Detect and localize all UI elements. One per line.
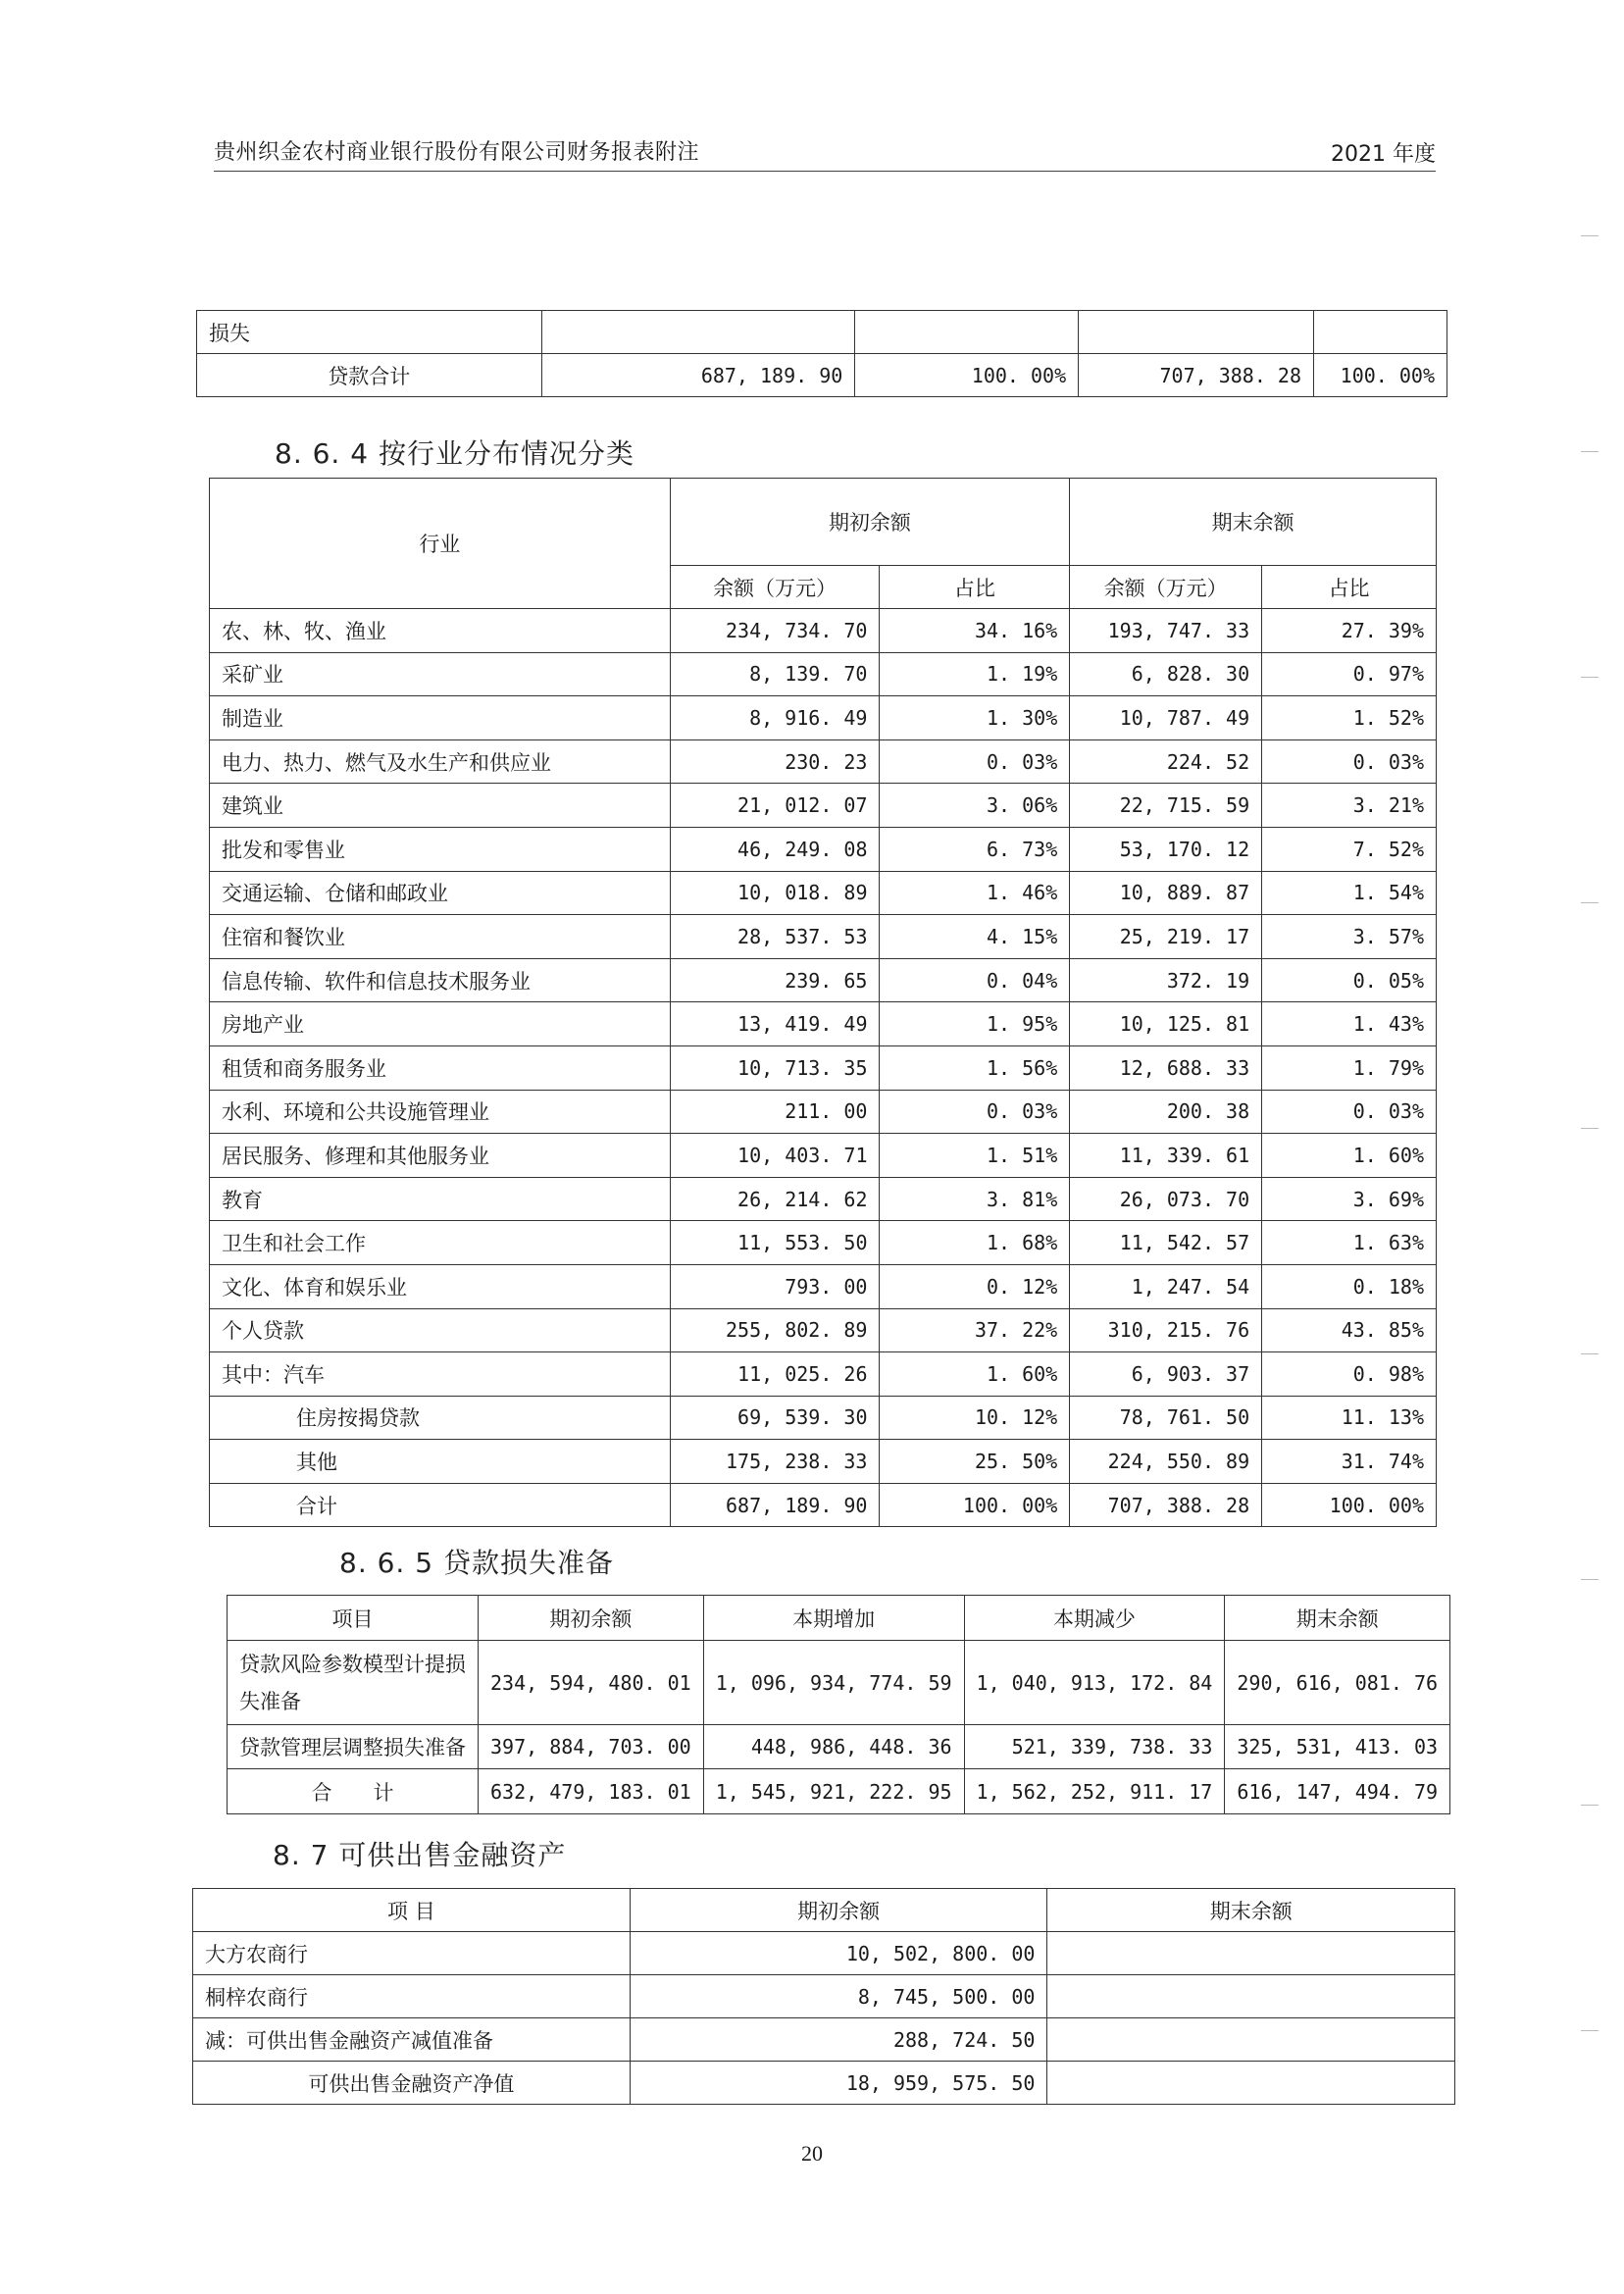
table-row xyxy=(210,958,1437,1002)
cell: 707, 388. 28 xyxy=(1079,354,1314,397)
industry-name: 交通运输、仓储和邮政业 xyxy=(210,871,671,915)
cell: 100. 00% xyxy=(855,354,1079,397)
begin-amount: 69, 539. 30 xyxy=(670,1396,880,1440)
end-amount: 372. 19 xyxy=(1070,958,1262,1002)
industry-name: 住宿和餐饮业 xyxy=(210,915,671,959)
end-ratio: 0. 03% xyxy=(1262,739,1437,784)
begin-ratio: 34. 16% xyxy=(880,609,1070,653)
table-row xyxy=(197,354,1447,397)
header-end-balance: 期末余额 xyxy=(1225,1596,1450,1641)
cell xyxy=(1079,311,1314,354)
header-begin-balance: 期初余额 xyxy=(630,1889,1047,1932)
begin-amount: 46, 249. 08 xyxy=(670,827,880,871)
table-row xyxy=(210,739,1437,784)
table-header-row xyxy=(193,1889,1455,1932)
begin-amount: 8, 916. 49 xyxy=(670,696,880,740)
cell: 448, 986, 448. 36 xyxy=(703,1725,964,1769)
industry-name: 批发和零售业 xyxy=(210,827,671,871)
end-ratio: 3. 57% xyxy=(1262,915,1437,959)
report-year: 2021 年度 xyxy=(1331,142,1436,167)
header-increase: 本期增加 xyxy=(703,1596,964,1641)
begin-amount: 793. 00 xyxy=(670,1264,880,1308)
end-ratio: 1. 60% xyxy=(1262,1134,1437,1178)
industry-name: 合计 xyxy=(210,1483,671,1527)
end-ratio: 0. 18% xyxy=(1262,1264,1437,1308)
row-label: 贷款风险参数模型计提损失准备 xyxy=(228,1641,479,1725)
header-end-balance: 期末余额 xyxy=(1047,1889,1455,1932)
industry-distribution-table xyxy=(209,478,1437,1527)
begin-amount: 230. 23 xyxy=(670,739,880,784)
row-label: 可供出售金融资产净值 xyxy=(193,2062,631,2105)
table-row xyxy=(210,1221,1437,1265)
table-row xyxy=(210,1352,1437,1397)
begin-ratio: 4. 15% xyxy=(880,915,1070,959)
begin-ratio: 6. 73% xyxy=(880,827,1070,871)
cell: 290, 616, 081. 76 xyxy=(1225,1641,1450,1725)
begin-amount: 8, 139. 70 xyxy=(670,652,880,696)
loan-loss-provision-table xyxy=(227,1595,1450,1814)
header-amount: 余额（万元） xyxy=(670,566,880,609)
cell xyxy=(1314,311,1447,354)
table-row xyxy=(210,1440,1437,1484)
table-row xyxy=(193,2062,1455,2105)
begin-ratio: 10. 12% xyxy=(880,1396,1070,1440)
table-row xyxy=(210,652,1437,696)
end-amount: 10, 125. 81 xyxy=(1070,1002,1262,1046)
header-decrease: 本期减少 xyxy=(964,1596,1225,1641)
page-number: 20 xyxy=(801,2141,823,2166)
industry-name: 水利、环境和公共设施管理业 xyxy=(210,1090,671,1134)
begin-amount: 28, 537. 53 xyxy=(670,915,880,959)
industry-name: 建筑业 xyxy=(210,784,671,828)
header-industry: 行业 xyxy=(210,479,671,609)
table-row xyxy=(210,1134,1437,1178)
header-begin-balance: 期初余额 xyxy=(670,479,1070,566)
industry-name: 卫生和社会工作 xyxy=(210,1221,671,1265)
end-ratio: 27. 39% xyxy=(1262,609,1437,653)
industry-name: 房地产业 xyxy=(210,1002,671,1046)
begin-ratio: 0. 03% xyxy=(880,739,1070,784)
cell: 616, 147, 494. 79 xyxy=(1225,1769,1450,1814)
begin-amount: 10, 403. 71 xyxy=(670,1134,880,1178)
begin-amount: 11, 553. 50 xyxy=(670,1221,880,1265)
end-amount: 12, 688. 33 xyxy=(1070,1045,1262,1090)
header-ratio: 占比 xyxy=(880,566,1070,609)
end-ratio: 11. 13% xyxy=(1262,1396,1437,1440)
begin-ratio: 0. 03% xyxy=(880,1090,1070,1134)
table-row xyxy=(228,1725,1450,1769)
industry-name: 信息传输、软件和信息技术服务业 xyxy=(210,958,671,1002)
section-title-87: 8. 7 可供出售金融资产 xyxy=(273,1839,567,1871)
industry-name: 其中：汽车 xyxy=(210,1352,671,1397)
begin-ratio: 100. 00% xyxy=(880,1483,1070,1527)
table-row xyxy=(210,1090,1437,1134)
end-amount: 11, 542. 57 xyxy=(1070,1221,1262,1265)
end-ratio: 1. 79% xyxy=(1262,1045,1437,1090)
table-row xyxy=(210,1483,1437,1527)
section-title-864: 8. 6. 4 按行业分布情况分类 xyxy=(275,437,634,470)
industry-name: 教育 xyxy=(210,1177,671,1221)
row-label: 损失 xyxy=(197,311,542,354)
cell: 100. 00% xyxy=(1314,354,1447,397)
industry-name: 租赁和商务服务业 xyxy=(210,1045,671,1090)
industry-name: 采矿业 xyxy=(210,652,671,696)
row-label: 合 计 xyxy=(228,1769,479,1814)
table-row xyxy=(228,1769,1450,1814)
end-amount: 193, 747. 33 xyxy=(1070,609,1262,653)
begin-amount: 10, 018. 89 xyxy=(670,871,880,915)
end-ratio: 0. 97% xyxy=(1262,652,1437,696)
row-label: 贷款管理层调整损失准备 xyxy=(228,1725,479,1769)
end-ratio: 1. 43% xyxy=(1262,1002,1437,1046)
end-amount: 53, 170. 12 xyxy=(1070,827,1262,871)
begin-amount: 234, 734. 70 xyxy=(670,609,880,653)
begin-amount: 11, 025. 26 xyxy=(670,1352,880,1397)
end-ratio: 1. 54% xyxy=(1262,871,1437,915)
begin-ratio: 1. 51% xyxy=(880,1134,1070,1178)
end-amount: 6, 903. 37 xyxy=(1070,1352,1262,1397)
begin-ratio: 1. 68% xyxy=(880,1221,1070,1265)
table-row xyxy=(210,1177,1437,1221)
table-row xyxy=(193,2018,1455,2062)
end-amount: 224. 52 xyxy=(1070,739,1262,784)
header-item: 项目 xyxy=(228,1596,479,1641)
begin-ratio: 37. 22% xyxy=(880,1308,1070,1352)
table-row xyxy=(193,1932,1455,1975)
end-amount: 78, 761. 50 xyxy=(1070,1396,1262,1440)
cell: 1, 040, 913, 172. 84 xyxy=(964,1641,1225,1725)
end-ratio: 1. 63% xyxy=(1262,1221,1437,1265)
cell: 18, 959, 575. 50 xyxy=(630,2062,1047,2105)
table-row xyxy=(210,1045,1437,1090)
begin-amount: 21, 012. 07 xyxy=(670,784,880,828)
end-amount: 310, 215. 76 xyxy=(1070,1308,1262,1352)
header-begin-balance: 期初余额 xyxy=(479,1596,704,1641)
end-ratio: 100. 00% xyxy=(1262,1483,1437,1527)
row-label: 桐梓农商行 xyxy=(193,1975,631,2018)
end-amount: 10, 889. 87 xyxy=(1070,871,1262,915)
row-label: 减：可供出售金融资产减值准备 xyxy=(193,2018,631,2062)
cell xyxy=(1047,1975,1455,2018)
cell: 687, 189. 90 xyxy=(541,354,855,397)
begin-amount: 239. 65 xyxy=(670,958,880,1002)
end-amount: 200. 38 xyxy=(1070,1090,1262,1134)
begin-amount: 687, 189. 90 xyxy=(670,1483,880,1527)
end-amount: 224, 550. 89 xyxy=(1070,1440,1262,1484)
begin-ratio: 25. 50% xyxy=(880,1440,1070,1484)
table-header-row xyxy=(228,1596,1450,1641)
begin-ratio: 1. 30% xyxy=(880,696,1070,740)
industry-name: 住房按揭贷款 xyxy=(210,1396,671,1440)
header-end-balance: 期末余额 xyxy=(1070,479,1437,566)
cell: 1, 562, 252, 911. 17 xyxy=(964,1769,1225,1814)
begin-ratio: 3. 06% xyxy=(880,784,1070,828)
table-header-row xyxy=(210,479,1437,566)
industry-name: 其他 xyxy=(210,1440,671,1484)
loan-total-table xyxy=(196,310,1447,397)
end-ratio: 0. 05% xyxy=(1262,958,1437,1002)
end-ratio: 7. 52% xyxy=(1262,827,1437,871)
cell xyxy=(855,311,1079,354)
cell: 8, 745, 500. 00 xyxy=(630,1975,1047,2018)
table-row xyxy=(210,1308,1437,1352)
cell xyxy=(1047,2018,1455,2062)
table-row xyxy=(210,827,1437,871)
cell: 1, 096, 934, 774. 59 xyxy=(703,1641,964,1725)
cell: 632, 479, 183. 01 xyxy=(479,1769,704,1814)
end-ratio: 43. 85% xyxy=(1262,1308,1437,1352)
cell xyxy=(541,311,855,354)
end-ratio: 31. 74% xyxy=(1262,1440,1437,1484)
end-ratio: 3. 69% xyxy=(1262,1177,1437,1221)
table-row xyxy=(193,1975,1455,2018)
page-header xyxy=(214,135,1436,172)
end-amount: 25, 219. 17 xyxy=(1070,915,1262,959)
cell: 521, 339, 738. 33 xyxy=(964,1725,1225,1769)
industry-name: 个人贷款 xyxy=(210,1308,671,1352)
begin-amount: 211. 00 xyxy=(670,1090,880,1134)
cell xyxy=(1047,2062,1455,2105)
begin-ratio: 1. 56% xyxy=(880,1045,1070,1090)
cell: 288, 724. 50 xyxy=(630,2018,1047,2062)
table-row xyxy=(210,1396,1437,1440)
begin-amount: 255, 802. 89 xyxy=(670,1308,880,1352)
end-amount: 1, 247. 54 xyxy=(1070,1264,1262,1308)
table-row xyxy=(210,1002,1437,1046)
table-row xyxy=(210,784,1437,828)
table-row xyxy=(210,696,1437,740)
industry-name: 制造业 xyxy=(210,696,671,740)
begin-amount: 10, 713. 35 xyxy=(670,1045,880,1090)
industry-name: 文化、体育和娱乐业 xyxy=(210,1264,671,1308)
table-row xyxy=(197,311,1447,354)
industry-name: 电力、热力、燃气及水生产和供应业 xyxy=(210,739,671,784)
table-row xyxy=(210,609,1437,653)
begin-amount: 175, 238. 33 xyxy=(670,1440,880,1484)
end-amount: 6, 828. 30 xyxy=(1070,652,1262,696)
table-row xyxy=(210,1264,1437,1308)
end-ratio: 0. 03% xyxy=(1262,1090,1437,1134)
cell: 1, 545, 921, 222. 95 xyxy=(703,1769,964,1814)
end-amount: 26, 073. 70 xyxy=(1070,1177,1262,1221)
begin-ratio: 0. 04% xyxy=(880,958,1070,1002)
end-amount: 707, 388. 28 xyxy=(1070,1483,1262,1527)
cell: 10, 502, 800. 00 xyxy=(630,1932,1047,1975)
begin-amount: 13, 419. 49 xyxy=(670,1002,880,1046)
table-row xyxy=(228,1641,1450,1725)
end-amount: 11, 339. 61 xyxy=(1070,1134,1262,1178)
end-ratio: 1. 52% xyxy=(1262,696,1437,740)
industry-name: 农、林、牧、渔业 xyxy=(210,609,671,653)
end-amount: 10, 787. 49 xyxy=(1070,696,1262,740)
end-ratio: 0. 98% xyxy=(1262,1352,1437,1397)
cell: 234, 594, 480. 01 xyxy=(479,1641,704,1725)
begin-ratio: 1. 60% xyxy=(880,1352,1070,1397)
begin-ratio: 1. 46% xyxy=(880,871,1070,915)
begin-amount: 26, 214. 62 xyxy=(670,1177,880,1221)
begin-ratio: 3. 81% xyxy=(880,1177,1070,1221)
row-label: 贷款合计 xyxy=(197,354,542,397)
end-amount: 22, 715. 59 xyxy=(1070,784,1262,828)
begin-ratio: 0. 12% xyxy=(880,1264,1070,1308)
row-label: 大方农商行 xyxy=(193,1932,631,1975)
industry-name: 居民服务、修理和其他服务业 xyxy=(210,1134,671,1178)
cell xyxy=(1047,1932,1455,1975)
section-title-865: 8. 6. 5 贷款损失准备 xyxy=(339,1547,614,1579)
cell: 397, 884, 703. 00 xyxy=(479,1725,704,1769)
header-item: 项 目 xyxy=(193,1889,631,1932)
begin-ratio: 1. 19% xyxy=(880,652,1070,696)
cell: 325, 531, 413. 03 xyxy=(1225,1725,1450,1769)
header-amount: 余额（万元） xyxy=(1070,566,1262,609)
header-ratio: 占比 xyxy=(1262,566,1437,609)
table-row xyxy=(210,871,1437,915)
table-row xyxy=(210,915,1437,959)
begin-ratio: 1. 95% xyxy=(880,1002,1070,1046)
available-for-sale-assets-table xyxy=(192,1888,1455,2105)
end-ratio: 3. 21% xyxy=(1262,784,1437,828)
report-title: 贵州织金农村商业银行股份有限公司财务报表附注 xyxy=(214,140,700,165)
